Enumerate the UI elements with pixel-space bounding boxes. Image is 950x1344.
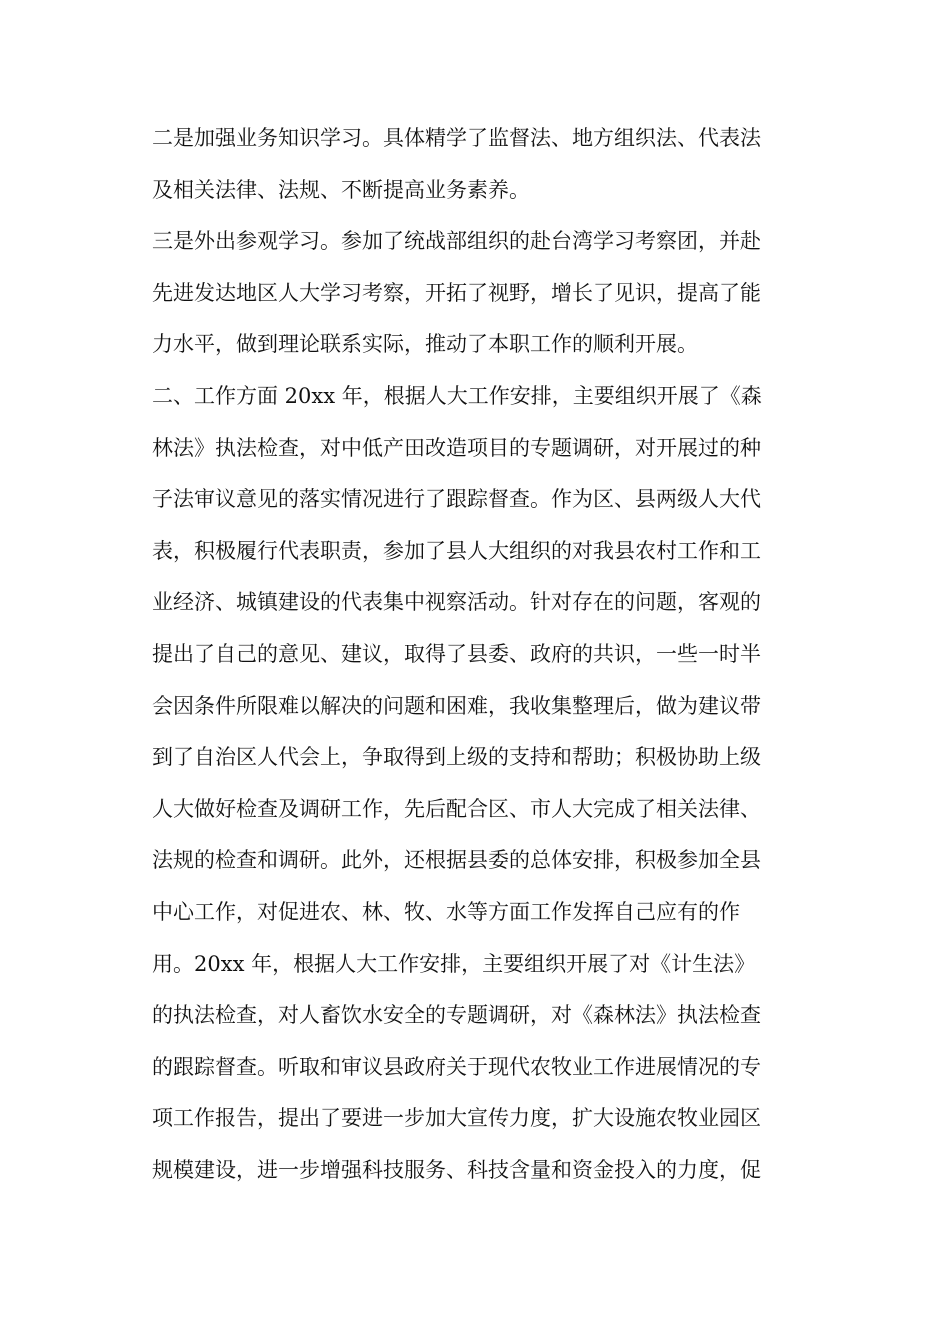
text-line-19: 的跟踪督查。听取和审议县政府关于现代农牧业工作进展情况的专 [152,1054,761,1079]
text-line-11: 提出了自己的意见、建议，取得了县委、政府的共识，一些一时半 [152,641,761,666]
text-line-1: 二是加强业务知识学习。具体精学了监督法、地方组织法、代表法 [152,126,761,150]
text-line-4: 先进发达地区人大学习考察，开拓了视野，增长了见识，提高了能 [152,280,761,305]
text-line-20: 项工作报告，提出了要进一步加大宣传力度，扩大设施农牧业园区 [152,1106,761,1131]
text-line-14: 人大做好检查及调研工作，先后配合区、市人大完成了相关法律、 [152,796,761,821]
text-line-2: 及相关法律、法规、不断提高业务素养。 [152,177,530,202]
text-line-7: 林法》执法检查，对中低产田改造项目的专题调研，对开展过的种 [152,435,761,460]
text-line-18: 的执法检查，对人畜饮水安全的专题调研，对《森林法》执法检查 [152,1003,761,1028]
text-line-16: 中心工作，对促进农、林、牧、水等方面工作发挥自己应有的作 [152,899,740,924]
body-text [152,118,812,1201]
text-line-17: 用。20xx 年，根据人大工作安排，主要组织开展了对《计生法》 [152,951,756,976]
text-line-13: 到了自治区人代会上，争取得到上级的支持和帮助；积极协助上级 [152,745,761,770]
text-line-5: 力水平，做到理论联系实际，推动了本职工作的顺利开展。 [152,332,698,357]
text-line-21: 规模建设，进一步增强科技服务、科技含量和资金投入的力度，促 [152,1157,761,1182]
text-line-10: 业经济、城镇建设的代表集中视察活动。针对存在的问题，客观的 [152,590,761,615]
text-line-12: 会因条件所限难以解决的问题和困难，我收集整理后，做为建议带 [152,693,761,718]
text-line-3: 三是外出参观学习。参加了统战部组织的赴台湾学习考察团，并赴 [152,229,761,254]
text-line-9: 表，积极履行代表职责，参加了县人大组织的对我县农村工作和工 [152,538,761,563]
text-line-15: 法规的检查和调研。此外，还根据县委的总体安排，积极参加全县 [152,848,761,873]
text-line-8: 子法审议意见的落实情况进行了跟踪督查。作为区、县两级人大代 [152,487,761,512]
text-line-6: 二、工作方面 20xx 年，根据人大工作安排，主要组织开展了《森 [152,383,762,408]
